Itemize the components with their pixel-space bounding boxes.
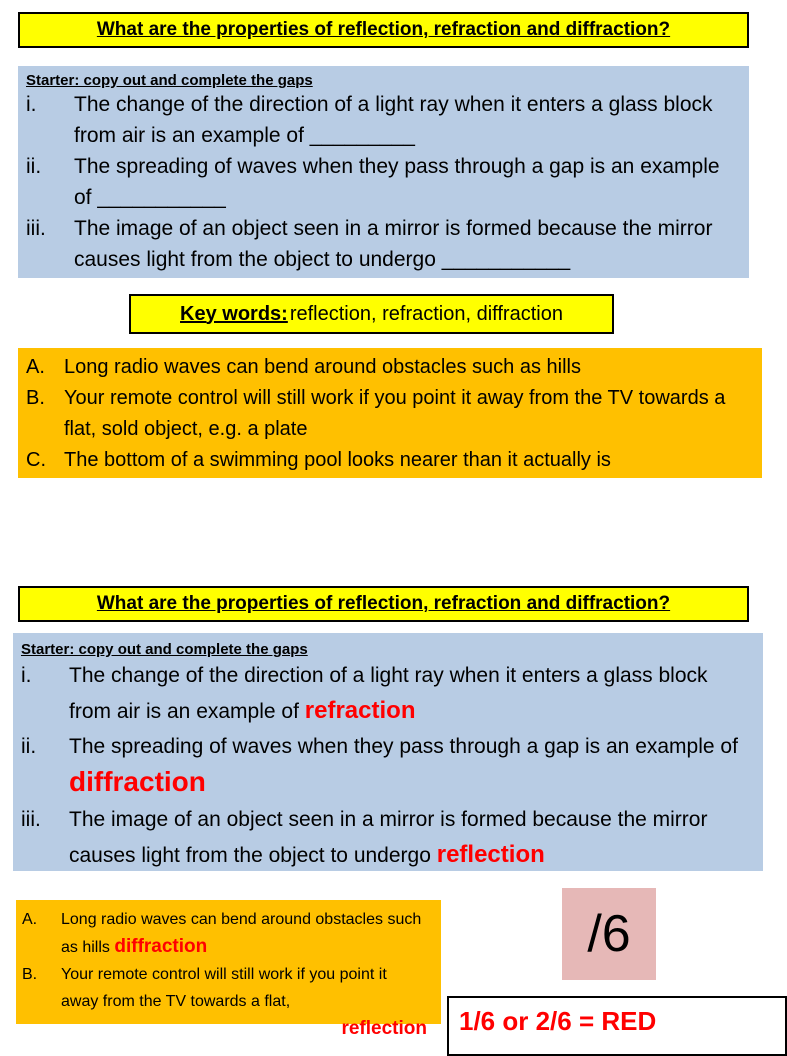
answered-examples-panel [16,900,441,1039]
rating-box [447,996,787,1056]
question-number: iii. [26,217,46,240]
example-item [26,352,754,383]
answer-text: reflection [341,1018,427,1039]
question-number: i. [21,664,32,687]
answered-question-item [21,658,753,729]
question-item [26,213,739,275]
example-letter: B. [26,387,45,409]
rating-text: 1/6 or 2/6 = RED [459,1006,657,1036]
example-item [26,383,754,445]
question-number: ii. [21,735,37,758]
question-number: i. [26,93,37,116]
example-letter: A. [26,356,45,378]
question-item [26,151,739,213]
example-text: Your remote control will still work if you point it away from the TV towards a flat, [61,966,387,1010]
answered-example-item [22,961,427,1042]
examples-panel [18,348,762,478]
answered-question-item [21,729,753,802]
page-title [18,12,749,48]
question-text: The change of the direction of a light ray when it enters a glass block from air is an example of _________ [74,93,713,147]
example-item [26,445,754,476]
answered-example-item [22,906,427,961]
question-text: The spreading of waves when they pass through a gap is an example of [69,735,738,758]
question-number: ii. [26,155,42,178]
starter-label: Starter: copy out and complete the gaps [21,641,308,658]
example-text: Long radio waves can bend around obstacles such as hills [61,911,422,956]
starter-panel [18,66,749,278]
example-letter: A. [22,911,38,928]
example-letter: B. [22,966,38,983]
title-text: What are the properties of reflection, refraction and diffraction? [96,593,671,614]
example-letter: C. [26,449,46,471]
question-number: iii. [21,808,41,831]
question-item [26,89,739,151]
answer-text: diffraction [69,766,206,797]
answers-panel [13,633,763,871]
example-text: The bottom of a swimming pool looks nearer than it actually is [64,449,611,471]
score-box [562,888,656,980]
question-text: The spreading of waves when they pass through a gap is an example of ___________ [74,155,720,209]
question-text: The image of an object seen in a mirror is formed because the mirror causes light from the object to undergo ___________ [74,217,713,271]
question-text: The image of an object seen in a mirror is formed because the mirror causes light from the object to undergo [69,808,708,867]
answer-text: refraction [304,697,416,724]
answered-question-item [21,802,753,873]
answer-text: reflection [436,841,545,868]
question-text: The change of the direction of a light ray when it enters a glass block from air is an example of [69,664,708,723]
keywords-label: Key words: [180,302,288,325]
score-text: /6 [587,905,631,963]
answer-text: diffraction [114,936,208,957]
title-text: What are the properties of reflection, refraction and diffraction? [96,19,671,40]
example-text: Long radio waves can bend around obstacles such as hills [64,356,581,378]
keywords-box [129,294,614,334]
page-title [18,586,749,622]
keywords-text: reflection, refraction, diffraction [289,302,563,325]
example-text: Your remote control will still work if you point it away from the TV towards a flat, sold object, e.g. a plate [64,387,726,440]
starter-label: Starter: copy out and complete the gaps [26,72,313,89]
